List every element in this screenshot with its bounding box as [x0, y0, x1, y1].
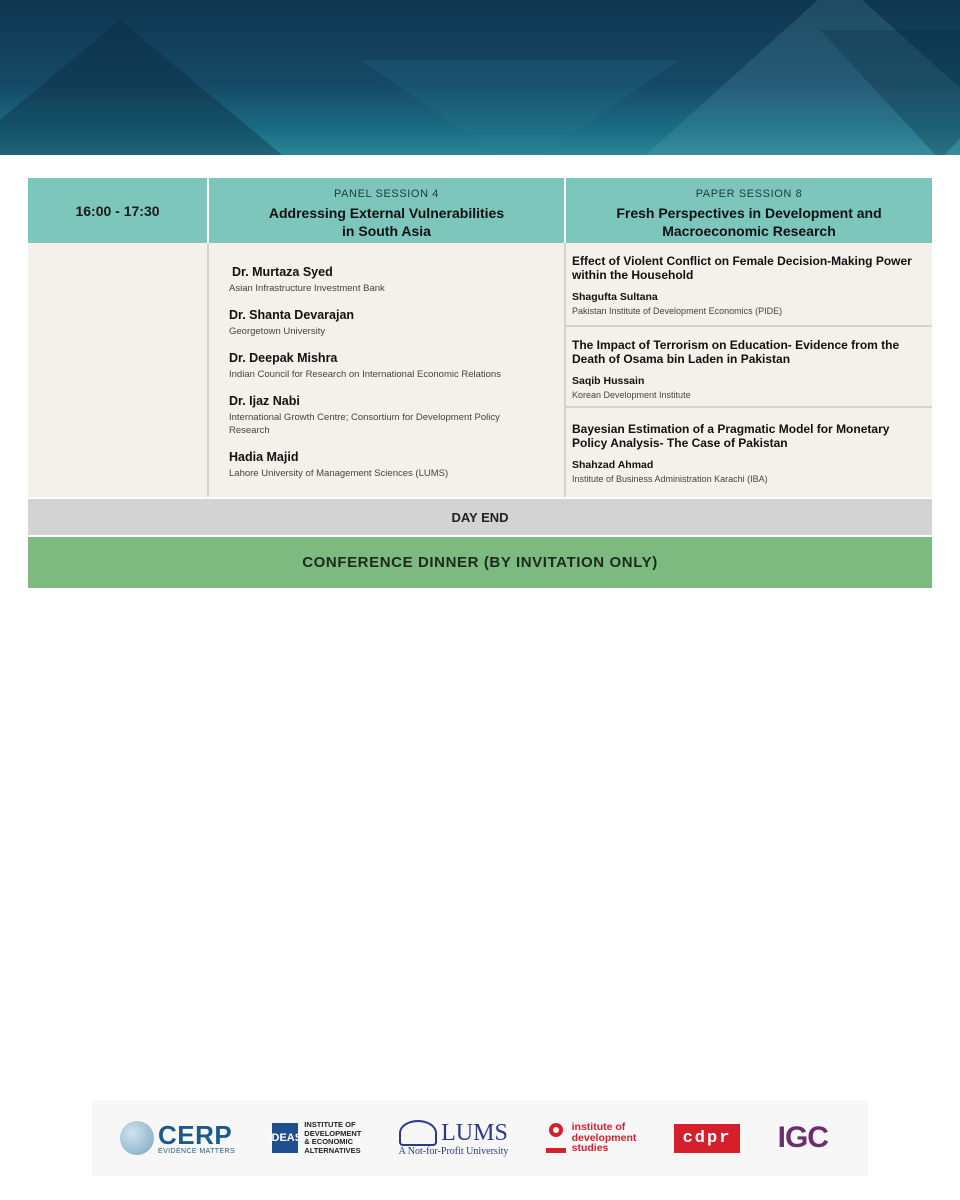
ideas-text-line: & ECONOMIC	[304, 1137, 354, 1146]
panel-session-kicker: PANEL SESSION 4	[334, 188, 439, 200]
ideas-text-line: DEVELOPMENT	[304, 1128, 362, 1138]
time-slot-empty	[28, 243, 207, 497]
ids-logo	[546, 1122, 637, 1154]
panel-session-title	[209, 204, 564, 240]
cerp-tagline: EVIDENCE MATTERS	[158, 1147, 236, 1155]
ids-mark-icon	[546, 1123, 566, 1153]
ids-text-line: studies	[571, 1142, 609, 1155]
ideas-text-line: INSTITUTE OF	[304, 1120, 356, 1129]
lums-wordmark: LUMS	[441, 1119, 508, 1146]
paper-affiliation: Pakistan Institute of Development Economics (PIDE)	[572, 306, 783, 316]
speaker-affiliation: International Growth Centre; Consortium for Development Policy Research	[229, 412, 500, 436]
paper-author: Shagufta Sultana	[572, 291, 658, 303]
globe-icon	[120, 1121, 154, 1155]
speaker-name: Dr. Murtaza Syed	[232, 265, 333, 279]
paper-author: Shahzad Ahmad	[572, 459, 654, 471]
cerp-wordmark: CERP	[158, 1119, 233, 1150]
ideas-mark-icon: IDEAS	[272, 1123, 298, 1153]
speaker-name: Dr. Deepak Mishra	[229, 351, 338, 365]
time-slot-label: 16:00 - 17:30	[75, 202, 160, 219]
speaker-affiliation: Lahore University of Management Sciences (LUMS)	[229, 468, 449, 479]
paper-session-header	[566, 178, 932, 243]
day-end-banner: DAY END	[28, 499, 932, 535]
header-banner	[0, 0, 960, 155]
lums-logo	[399, 1120, 509, 1157]
time-slot	[28, 178, 207, 243]
paper-item	[566, 408, 932, 497]
conference-dinner-banner: CONFERENCE DINNER (BY INVITATION ONLY)	[28, 537, 932, 588]
speaker-name: Dr. Shanta Devarajan	[229, 308, 355, 322]
speaker-item	[229, 265, 544, 295]
speaker-item	[229, 351, 544, 381]
paper-item	[566, 327, 932, 408]
speaker-affiliation: Georgetown University	[229, 326, 326, 337]
paper-title: Bayesian Estimation of a Pragmatic Model for Monetary Policy Analysis- The Case of Pakistan	[572, 422, 890, 450]
panel-title-line: in South Asia	[342, 223, 431, 239]
paper-title-line: Macroeconomic Research	[662, 223, 836, 239]
speaker-affiliation: Asian Infrastructure Investment Bank	[229, 283, 385, 294]
paper-author: Saqib Hussain	[572, 375, 645, 387]
paper-title-line: Fresh Perspectives in Development and	[616, 205, 882, 221]
panel-speakers	[209, 243, 564, 497]
speaker-item	[229, 450, 544, 480]
ids-text-line: development	[571, 1131, 637, 1144]
cdpr-logo	[674, 1124, 741, 1153]
ids-text-line: institute of	[571, 1121, 626, 1134]
paper-session-title	[566, 204, 932, 240]
session-header-row	[28, 178, 932, 243]
ideas-wordmark	[304, 1121, 361, 1155]
ideas-text-line: ALTERNATIVES	[304, 1145, 361, 1155]
lums-tagline: A Not-for-Profit University	[398, 1145, 509, 1157]
sponsor-logo-strip	[92, 1100, 868, 1176]
speaker-name: Hadia Majid	[229, 450, 299, 464]
banner-facet	[360, 60, 680, 155]
paper-list	[566, 243, 932, 497]
igc-logo	[778, 1121, 828, 1155]
paper-item	[566, 243, 932, 327]
ids-wordmark	[572, 1122, 637, 1154]
panel-session-header	[209, 178, 564, 243]
ideas-logo	[268, 1120, 362, 1155]
schedule-table	[28, 178, 932, 588]
paper-affiliation: Korean Development Institute	[572, 390, 691, 400]
session-body-row	[28, 243, 932, 497]
paper-title: The Impact of Terrorism on Education- Evidence from the Death of Osama bin Laden in Pakistan	[572, 338, 900, 366]
banner-facet	[820, 30, 960, 155]
cdpr-wordmark: cdpr	[682, 1128, 732, 1148]
banner-facet	[0, 20, 300, 155]
speaker-affiliation: Indian Council for Research on International Economic Relations	[229, 369, 501, 380]
speaker-item	[229, 308, 544, 338]
paper-title: Effect of Violent Conflict on Female Decision-Making Power within the Household	[572, 254, 912, 282]
paper-session-kicker: PAPER SESSION 8	[695, 188, 803, 200]
paper-affiliation: Institute of Business Administration Karachi (IBA)	[572, 474, 768, 484]
panel-title-line: Addressing External Vulnerabilities	[268, 205, 505, 221]
lums-crest-icon	[399, 1120, 437, 1146]
speaker-name: Dr. Ijaz Nabi	[229, 394, 300, 408]
cerp-logo	[120, 1121, 235, 1155]
speaker-item	[229, 394, 544, 437]
igc-wordmark: IGC	[777, 1121, 828, 1154]
